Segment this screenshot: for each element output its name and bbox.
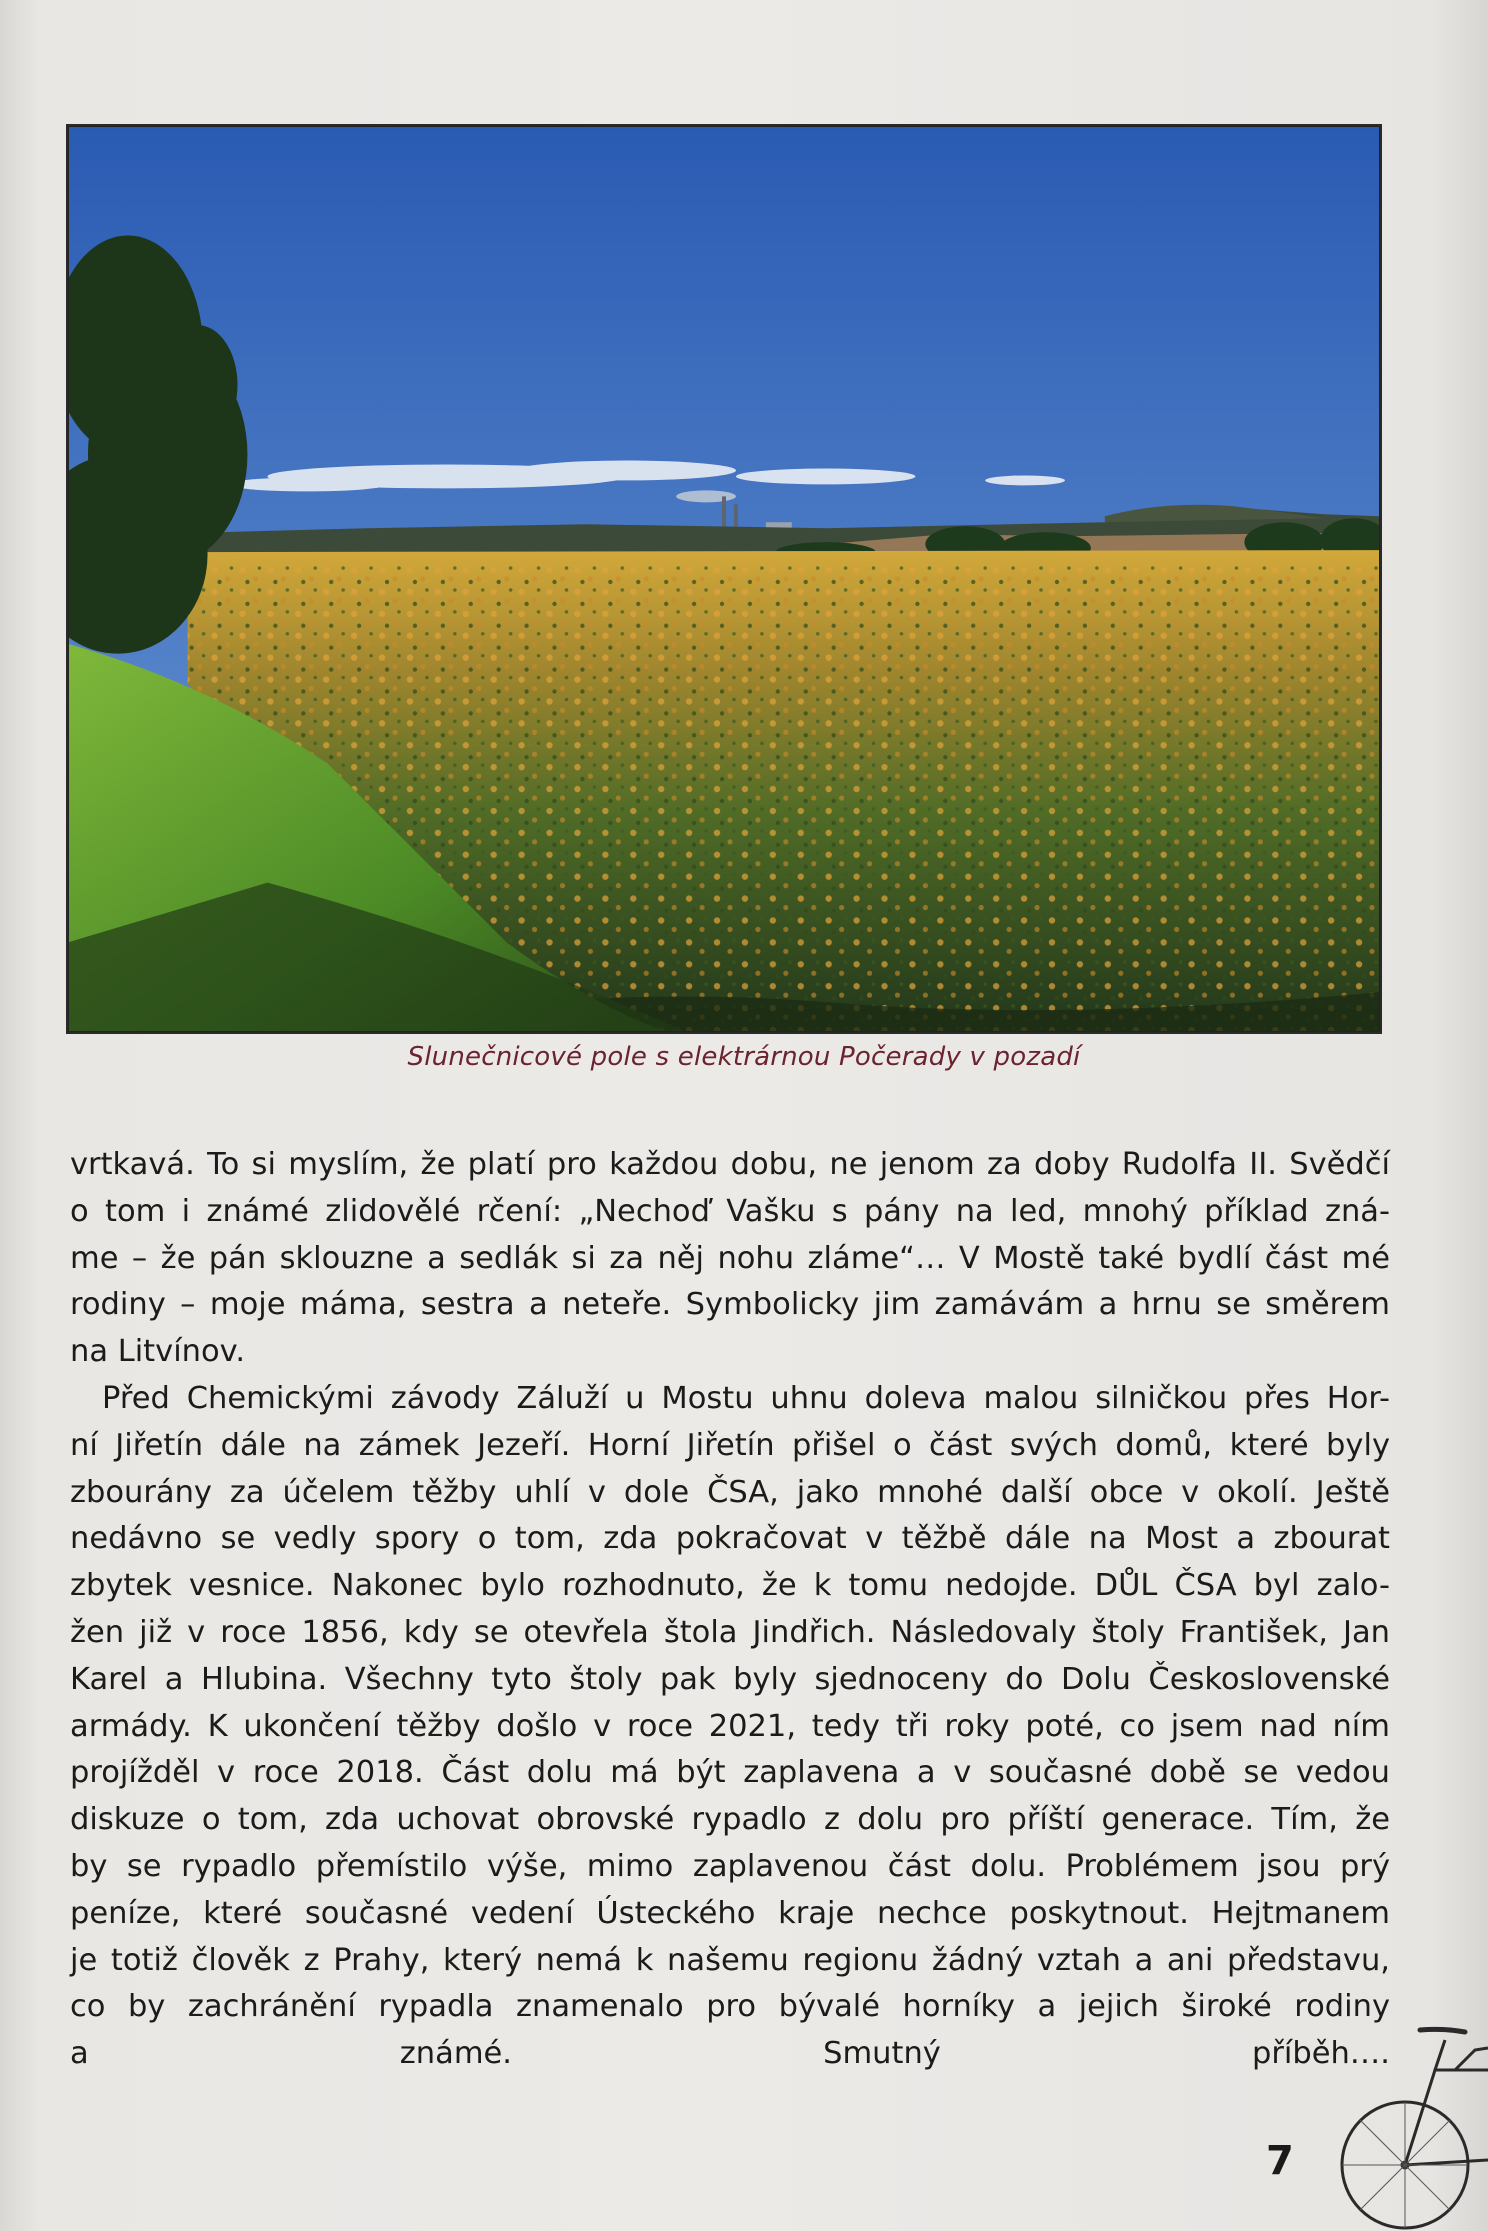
body-text bbox=[70, 1142, 1390, 2125]
text-line: o tom i známé zlidovělé rčení: „Nechoď Vašku s pány na led, mnohý příklad zná- bbox=[70, 1193, 1390, 1229]
text-line: armády. K ukončení těžby došlo v roce 2021, tedy tři roky poté, co jsem nad ním bbox=[70, 1708, 1390, 1744]
sunflower-field-photo bbox=[68, 126, 1380, 1032]
text-line: žen již v roce 1856, kdy se otevřela štola Jindřich. Následovaly štoly František, Jan bbox=[70, 1614, 1390, 1650]
text-line: co by zachránění rypadla znamenalo pro bývalé horníky a jejich široké rodiny bbox=[70, 1989, 1390, 2025]
page-number: 7 bbox=[1266, 2138, 1294, 2184]
paragraph-2 bbox=[70, 1376, 1390, 2125]
text-line: Karel a Hlubina. Všechny tyto štoly pak byly sjednoceny do Dolu Československé bbox=[70, 1661, 1390, 1697]
text-line: by se rypadlo přemístilo výše, mimo zaplavenou část dolu. Problémem jsou prý bbox=[70, 1848, 1390, 1884]
text-line: zbourány za účelem těžby uhlí v dole ČSA, jako mnohé další obce v okolí. Ještě bbox=[70, 1474, 1390, 1510]
text-line: na Litvínov. bbox=[70, 1334, 246, 1370]
landscape-photo bbox=[66, 124, 1382, 1034]
text-line: zbytek vesnice. Nakonec bylo rozhodnuto, že k tomu nedojde. DŮL ČSA byl zalo- bbox=[70, 1568, 1390, 1604]
photo-caption: Slunečnicové pole s elektrárnou Počerady v pozadí bbox=[407, 1042, 1081, 1072]
text-line: me – že pán sklouzne a sedlák si za něj nohu zláme“… V Mostě také bydlí část mé bbox=[70, 1240, 1390, 1276]
paragraph-1 bbox=[70, 1142, 1390, 1376]
text-line: diskuze o tom, zda uchovat obrovské rypadlo z dolu pro příští generace. Tím, že bbox=[70, 1802, 1390, 1838]
text-line: nedávno se vedly spory o tom, zda pokračovat v těžbě dále na Most a zbourat bbox=[70, 1521, 1390, 1557]
text-line: ní Jiřetín dále na zámek Jezeří. Horní Jiřetín přišel o část svých domů, které byly bbox=[70, 1427, 1390, 1463]
text-line bbox=[70, 2078, 1390, 2125]
text-line: a známé. Smutný příběh…. bbox=[70, 2036, 1390, 2072]
text-line: projížděl v roce 2018. Část dolu má být zaplavena a v současné době se vedou bbox=[70, 1755, 1390, 1791]
text-line: rodiny – moje máma, sestra a neteře. Symbolicky jim zamávám a hrnu se směrem bbox=[70, 1287, 1390, 1323]
text-line: je totiž člověk z Prahy, který nemá k našemu regionu žádný vztah a ani představu, bbox=[70, 1942, 1390, 1978]
text-line: peníze, které současné vedení Ústeckého kraje nechce poskytnout. Hejtmanem bbox=[70, 1895, 1390, 1931]
text-line: Před Chemickými závody Záluží u Mostu uhnu doleva malou silničkou přes Hor- bbox=[102, 1380, 1390, 1416]
text-line: vrtkavá. To si myslím, že platí pro každou dobu, ne jenom za doby Rudolfa II. Svědčí bbox=[70, 1147, 1390, 1182]
bicycle-icon bbox=[1325, 2010, 1488, 2231]
